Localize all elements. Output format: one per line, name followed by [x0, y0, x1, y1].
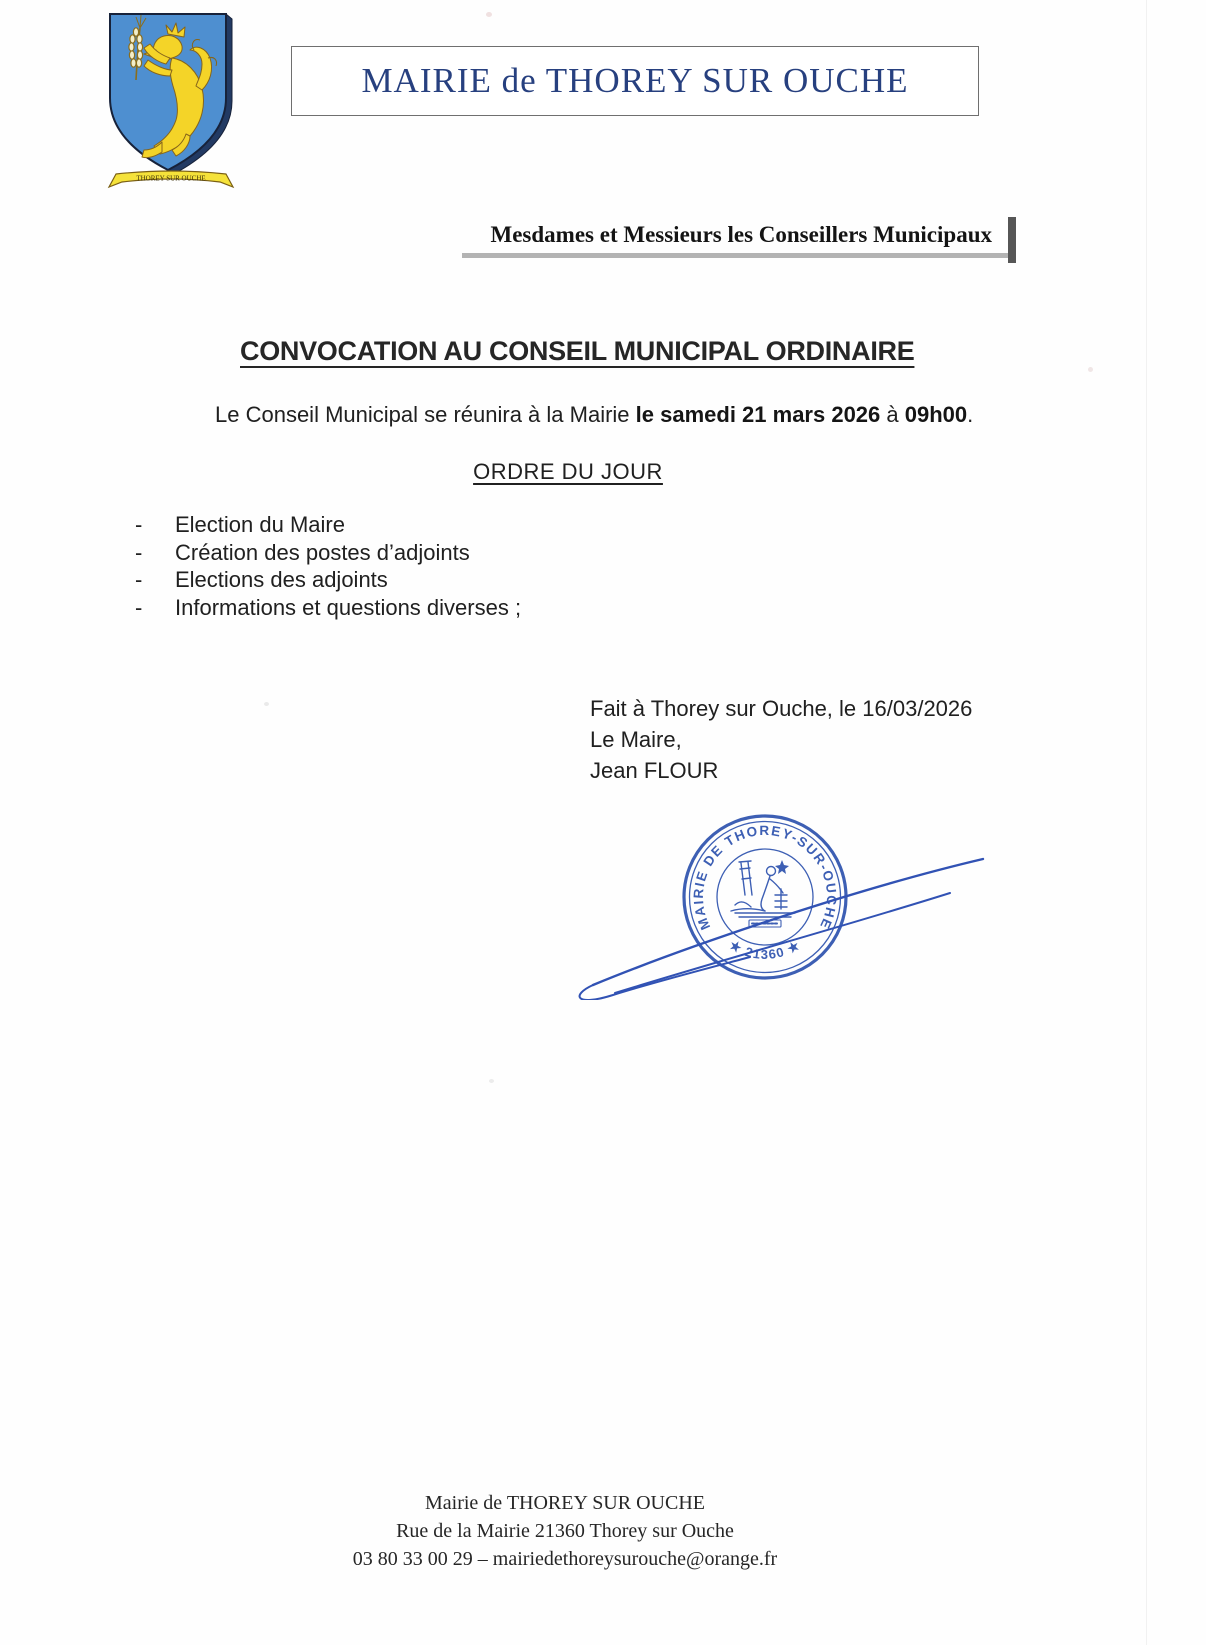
organization-title: MAIRIE de THOREY SUR OUCHE [361, 61, 909, 100]
list-item [135, 539, 521, 567]
signature-stroke [593, 859, 983, 985]
footer-phone-email: 03 80 33 00 29 – mairiedethoreysurouche@orange.fr [352, 1548, 778, 1570]
signature-stroke [615, 893, 950, 993]
intro-sentence [215, 402, 973, 428]
agenda-title-row [0, 459, 1136, 485]
intro-time: 09h00 [904, 402, 968, 427]
list-item-text: Election du Maire [175, 512, 345, 537]
addressee-shadow-bottom [462, 253, 1010, 258]
scan-speck [486, 12, 492, 17]
intro-end: . [967, 402, 974, 427]
document-heading: CONVOCATION AU CONSEIL MUNICIPAL ORDINAIRE [240, 336, 915, 366]
scan-speck [1088, 367, 1093, 372]
intro-pre: Le Conseil Municipal se réunira à la Mairie [215, 402, 636, 427]
mayor-signature [555, 835, 1005, 1000]
list-dash: - [135, 512, 143, 537]
addressee-line: Mesdames et Messieurs les Conseillers Municipaux [490, 222, 992, 247]
list-dash: - [135, 567, 143, 592]
closing-name: Jean FLOUR [590, 758, 719, 783]
town-coat-of-arms [96, 6, 246, 198]
list-item [135, 594, 521, 622]
title-box [291, 46, 979, 116]
list-item-text: Création des postes d’adjoints [175, 539, 470, 565]
closing-role: Le Maire, [590, 727, 682, 752]
agenda-list [135, 511, 521, 621]
banner-text: THOREY SUR OUCHE [136, 174, 206, 183]
closing-block [590, 693, 972, 786]
list-item-text: Elections des adjoints [175, 567, 388, 592]
closing-place-date: Fait à Thorey sur Ouche, le 16/03/2026 [590, 696, 973, 721]
list-item-text: Informations et questions diverses ; [175, 594, 522, 620]
list-item [135, 511, 521, 539]
list-dash: - [135, 539, 143, 565]
list-item [135, 566, 521, 594]
scan-edge-line [1146, 0, 1147, 1645]
scan-speck [489, 1079, 494, 1083]
addressee-shadow-right [1008, 217, 1016, 263]
intro-mid: à [880, 402, 905, 427]
intro-date: le samedi 21 mars 2026 [635, 402, 881, 427]
agenda-title: ORDRE DU JOUR [473, 459, 663, 484]
footer-org-name: Mairie de THOREY SUR OUCHE [425, 1492, 705, 1514]
scan-speck [264, 702, 269, 706]
footer-contact-block [0, 1489, 1130, 1573]
stamp-top-text: MAIRIE DE THOREY-SUR-OUCHE [690, 823, 840, 933]
stamp-bottom-text: ★ 21360 ★ [726, 937, 804, 962]
footer-address: Rue de la Mairie 21360 Thorey sur Ouche [396, 1520, 734, 1542]
list-dash: - [135, 594, 143, 620]
